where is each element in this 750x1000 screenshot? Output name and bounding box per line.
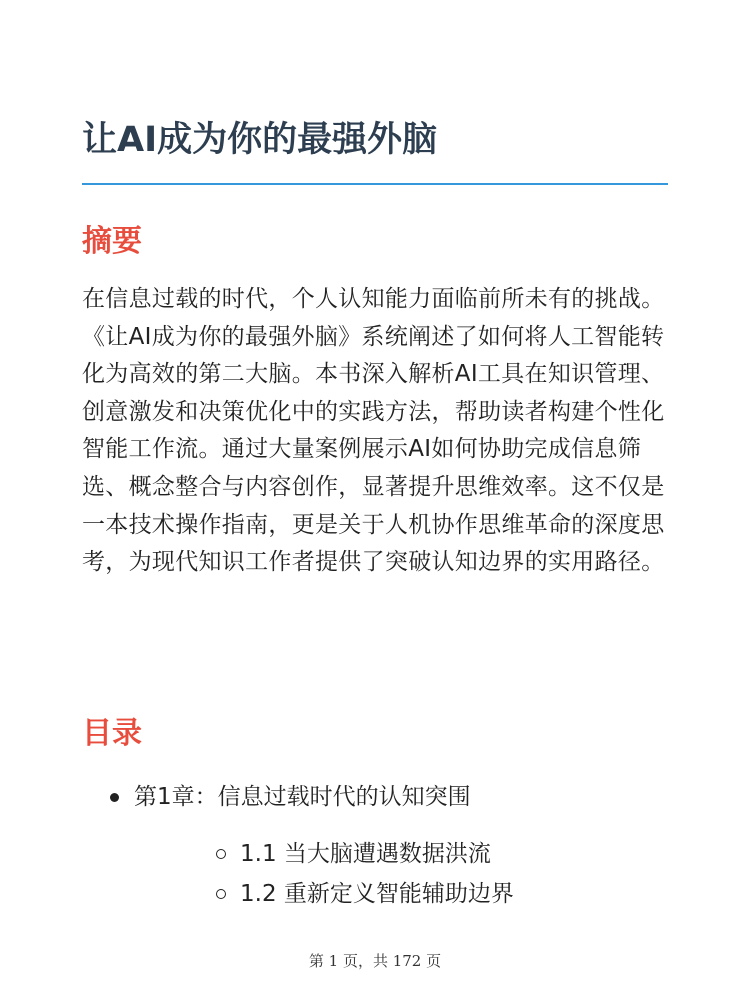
title-divider: [82, 183, 668, 185]
toc-chapter-1-sections: [134, 834, 668, 914]
bullet-circle-icon: [216, 849, 226, 859]
toc-section-1-2[interactable]: [134, 874, 668, 914]
toc-chapter-label: 第1章：信息过载时代的认知突围: [134, 784, 471, 810]
document-title: 让AI成为你的最强外脑: [82, 120, 438, 160]
abstract-body: 在信息过载的时代，个人认知能力面临前所未有的挑战。《让AI成为你的最强外脑》系统阐述了如何将人工智能转化为高效的第二大脑。本书深入解析AI工具在知识管理、创意激发和决策优化中的实践方法，帮助读者构建个性化智能工作流。通过大量案例展示AI如何协助完成信息筛选、概念整合与内容创作，显著提升思维效率。这不仅是一本技术操作指南，更是关于人机协作思维革命的深度思考，为现代知识工作者提供了突破认知边界的实用路径。: [82, 286, 665, 576]
bullet-disc-icon: [110, 793, 119, 802]
toc-section-1-1[interactable]: [134, 834, 668, 874]
toc-chapter-1[interactable]: [82, 777, 668, 914]
toc-heading: 目录: [82, 716, 142, 751]
abstract-heading: 摘要: [82, 224, 142, 259]
toc-section-label: 1.2 重新定义智能辅助边界: [240, 881, 514, 907]
page-number-footer: 第 1 页，共 172 页: [308, 952, 442, 970]
toc-section-label: 1.1 当大脑遭遇数据洪流: [240, 841, 491, 867]
bullet-circle-icon: [216, 889, 226, 899]
table-of-contents: [82, 777, 668, 914]
